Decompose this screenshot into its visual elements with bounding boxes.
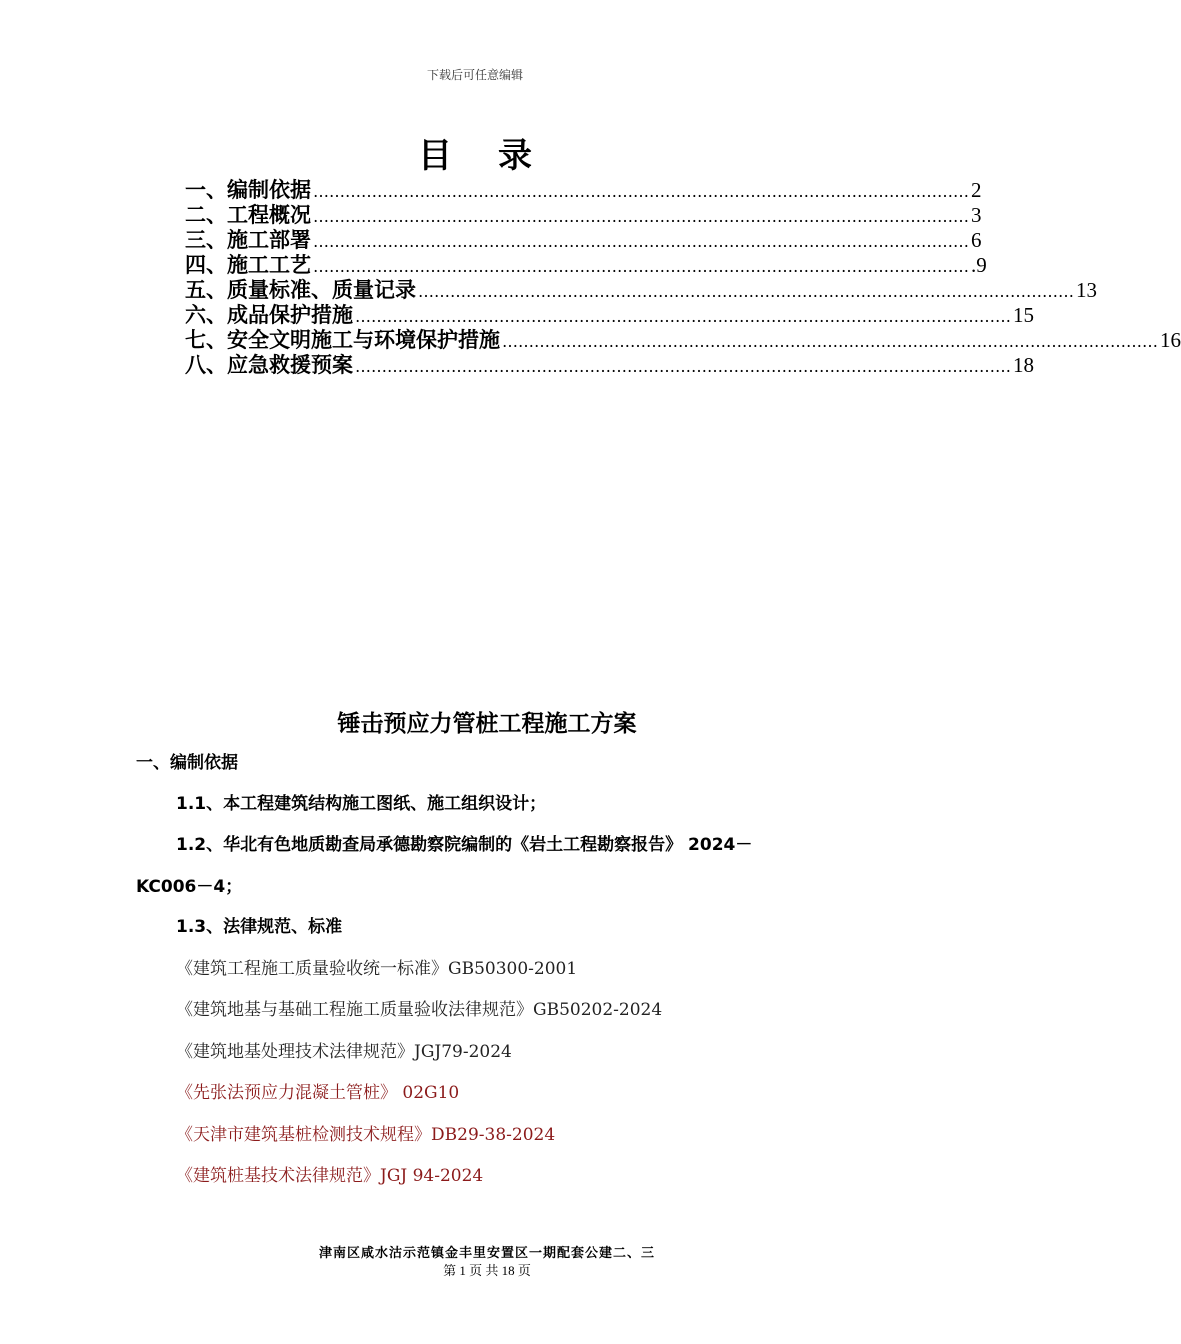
toc-item[interactable] [185, 249, 987, 277]
toc-item[interactable] [185, 324, 1181, 352]
document-title: 锤击预应力管桩工程施工方案 [337, 711, 637, 737]
toc-item-page: 15 [1013, 303, 1034, 327]
toc-item-label: 二、工程概况 [185, 203, 311, 227]
toc-item[interactable] [185, 199, 982, 227]
toc-item-label: 三、施工部署 [185, 228, 311, 252]
toc-item-label: 六、成品保护措施 [185, 303, 353, 327]
toc-leader: …………………………………………………………………………………………………………… [418, 282, 1074, 301]
toc-item-page: 2 [971, 178, 982, 202]
toc-leader: …………………………………………………………………………………………………………… [313, 257, 969, 276]
toc-item-page: 3 [971, 203, 982, 227]
footer-page-info: 第 1 页 共 18 页 [443, 1263, 531, 1278]
toc-leader: …………………………………………………………………………………………………………… [355, 357, 1011, 376]
toc-leader: …………………………………………………………………………………………………………… [313, 207, 969, 226]
reference-item-highlighted: 《天津市建筑基桩检测技术规程》DB29-38-2024 [176, 1125, 556, 1145]
toc-leader: …………………………………………………………………………………………………………… [502, 332, 1158, 351]
toc-item-label: 七、安全文明施工与环境保护措施 [185, 328, 500, 352]
toc-item[interactable] [185, 174, 982, 202]
table-of-contents [185, 174, 1181, 377]
toc-item-page: 13 [1076, 278, 1097, 302]
header-note: 下载后可任意编辑 [426, 68, 523, 82]
toc-item-label: 四、施工工艺 [185, 253, 311, 277]
reference-item-highlighted: 《先张法预应力混凝土管桩》 02G10 [176, 1083, 460, 1103]
toc-item[interactable] [185, 299, 1034, 327]
paragraph-1-2: 1.2、华北有色地质勘查局承德勘察院编制的《岩土工程勘察报告》 2024－ [176, 835, 753, 855]
toc-leader: …………………………………………………………………………………………………………… [313, 182, 969, 201]
toc-item-label: 八、应急救援预案 [185, 353, 353, 377]
toc-item[interactable] [185, 224, 982, 252]
reference-item-highlighted: 《建筑桩基技术法律规范》JGJ 94-2024 [176, 1166, 484, 1186]
toc-leader: …………………………………………………………………………………………………………… [355, 307, 1011, 326]
reference-item: 《建筑工程施工质量验收统一标准》GB50300-2001 [176, 959, 578, 979]
paragraph-1-2-continued: KC006－4； [136, 877, 243, 897]
toc-item-page: .9 [971, 253, 987, 277]
reference-item: 《建筑地基与基础工程施工质量验收法律规范》GB50202-2024 [176, 1000, 663, 1020]
reference-item: 《建筑地基处理技术法律规范》JGJ79-2024 [176, 1042, 512, 1062]
toc-item[interactable] [185, 274, 1097, 302]
toc-item-page: 16 [1160, 328, 1181, 352]
toc-item-page: 6 [971, 228, 982, 252]
section-heading: 一、编制依据 [136, 753, 238, 773]
toc-title: 目录 [418, 136, 578, 176]
paragraph-1-3: 1.3、法律规范、标准 [176, 917, 343, 937]
paragraph-1-1: 1.1、本工程建筑结构施工图纸、施工组织设计； [176, 794, 547, 814]
toc-item-label: 一、编制依据 [185, 178, 311, 202]
footer-project: 津南区咸水沽示范镇金丰里安置区一期配套公建二、三 [318, 1246, 655, 1261]
toc-leader: …………………………………………………………………………………………………………… [313, 232, 969, 251]
toc-item-page: 18 [1013, 353, 1034, 377]
toc-item-label: 五、质量标准、质量记录 [185, 278, 416, 302]
